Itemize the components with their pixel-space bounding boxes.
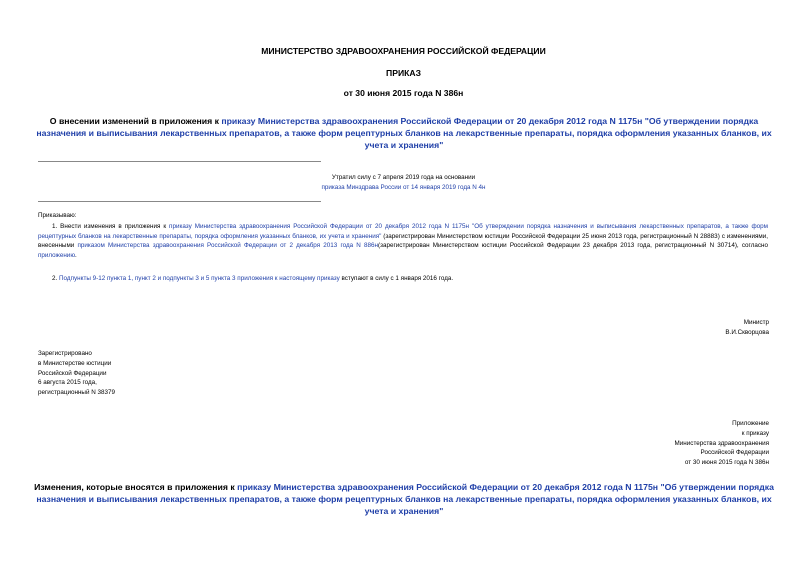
- changes-title: [34, 481, 774, 517]
- signature-block: [569, 318, 769, 338]
- order-word: Приказываю:: [38, 212, 77, 219]
- doc-title-prefix: О внесении изменений в приложения к: [49, 116, 222, 126]
- registration-block: [38, 349, 115, 398]
- paragraph-1: [38, 222, 768, 260]
- registration-line-3: Российской Федерации: [38, 369, 107, 377]
- p1-link-order-1175n[interactable]: приказу Министерства здравоохранения Российской Федерации от 20 декабря 2012 года N 1175н "Об утверждении порядка назначения и выписывания лекарственных препаратов, а также форм рецептурных бланков на лекарственные препараты, порядка оформления указанных бланков, их учета и хранения": [38, 223, 769, 240]
- p1-mid: (зарегистрирован Министерством юстиции Российской Федерации 25 июня 2013 года, регистрационный N 28883) с изменениями, внесенными: [38, 232, 768, 250]
- signature-position: Министр: [743, 319, 769, 326]
- appendix-line-4: Российской Федерации: [700, 449, 769, 457]
- status-link[interactable]: приказа Минздрава России от 14 января 2019 года N 4н: [321, 184, 486, 191]
- p1-mid2: (зарегистрирован Министерством юстиции Российской Федерации 23 декабря 2013 года, регистрационный N 30714), согласно: [378, 242, 769, 250]
- registration-line-5: регистрационный N 38379: [38, 389, 116, 397]
- appendix-line-3: Министерства здравоохранения: [674, 439, 769, 447]
- doc-title: [34, 115, 774, 151]
- appendix-block: [549, 419, 769, 468]
- registration-line-2: в Министерстве юстиции: [38, 359, 112, 367]
- p1-link-order-886n[interactable]: приказом Министерства здравоохранения Российской Федерации от 2 декабря 2013 года N 886н: [77, 242, 378, 250]
- registration-line-4: 6 августа 2015 года,: [38, 379, 97, 387]
- appendix-line-5: от 30 июня 2015 года N 386н: [684, 459, 769, 467]
- status-link-wrap: [0, 183, 807, 193]
- p2-start: 2.: [52, 275, 60, 282]
- p2-end: вступают в силу с 1 января 2016 года.: [339, 275, 454, 282]
- p1-link-appendix[interactable]: приложению: [38, 251, 76, 259]
- p1-start: 1. Внести изменения в приложения к: [52, 223, 170, 230]
- ministry-heading: МИНИСТЕРСТВО ЗДРАВООХРАНЕНИЯ РОССИЙСКОЙ ФЕДЕРАЦИИ: [261, 46, 546, 56]
- paragraph-2: [52, 274, 768, 284]
- doc-type-heading: ПРИКАЗ: [386, 68, 421, 78]
- doc-title-link[interactable]: приказу Министерства здравоохранения Российской Федерации от 20 декабря 2012 года N 1175н "Об утверждении порядка назначения и выписывания лекарственных препаратов, а также форм рецептурных бланков на лекарственные препараты, порядка оформления указанных бланков, их учета и хранения": [36, 116, 772, 150]
- status-line: Утратил силу с 7 апреля 2019 года на основании: [331, 174, 476, 181]
- appendix-line-2: к приказу: [741, 429, 769, 437]
- appendix-line-1: Приложение: [732, 420, 769, 427]
- p2-link[interactable]: Подпункты 9-12 пункта 1, пункт 2 и подпункты 3 и 5 пункта 3 приложения к настоящему приказу: [59, 275, 340, 282]
- divider-bottom: [38, 201, 321, 202]
- p1-end: .: [75, 251, 77, 259]
- changes-title-prefix: Изменения, которые вносятся в приложения к: [34, 482, 238, 492]
- registration-line-1: Зарегистрировано: [38, 350, 92, 357]
- divider-top: [38, 161, 321, 162]
- changes-title-link[interactable]: приказу Министерства здравоохранения Российской Федерации от 20 декабря 2012 года N 1175н "Об утверждении порядка назначения и выписывания лекарственных препаратов, а также форм рецептурных бланков на лекарственные препараты, порядка оформления указанных бланков, их учета и хранения": [36, 482, 774, 516]
- doc-date-number: от 30 июня 2015 года N 386н: [343, 88, 464, 98]
- signature-name: В.И.Скворцова: [725, 328, 769, 336]
